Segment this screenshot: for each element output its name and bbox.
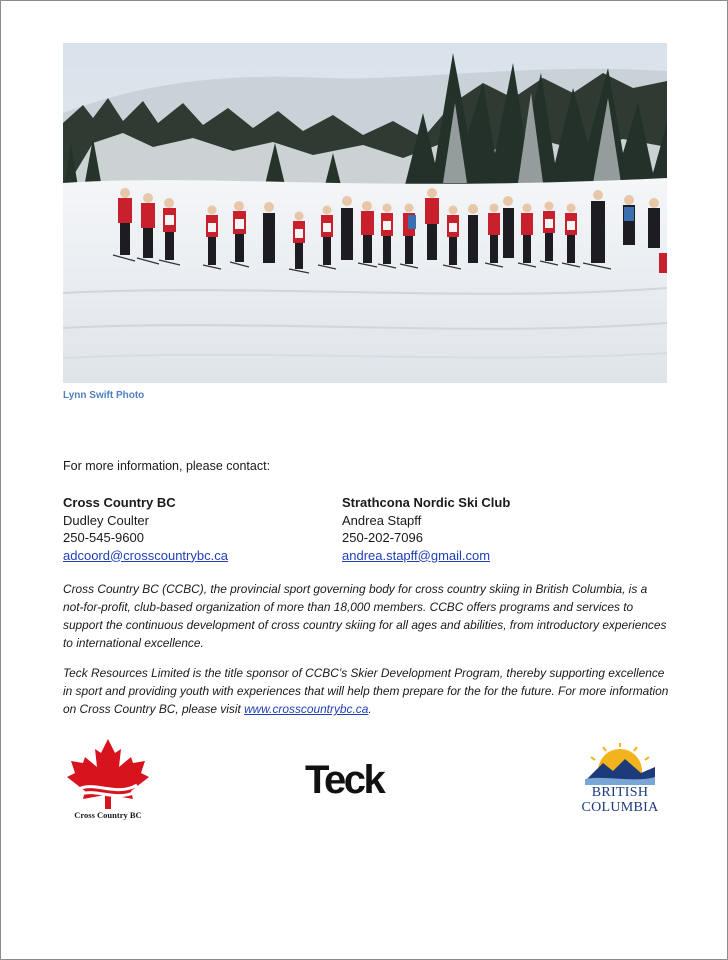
ccbc-logo [65, 737, 151, 823]
sponsor-text-end: . [368, 702, 372, 716]
contact-intro: For more information, please contact: [63, 459, 271, 473]
sponsor-paragraph [63, 664, 669, 718]
about-ccbc-paragraph: Cross Country BC (CCBC), the provincial sport governing body for cross country skiing in British Columbia, is a not-for-profit, club-based organization of more than 18,000 members. CCBC offers programs and services to support the continuous development of cross country skiing for all ages and abilities, from introductory experiences to international excellence. [63, 582, 667, 650]
contact-block-ccbc [63, 494, 228, 564]
photo-caption: Lynn Swift Photo [63, 390, 145, 401]
british-columbia-logo [575, 741, 665, 821]
bc-logo-line2: COLUMBIA [581, 800, 659, 815]
sponsor-text: Teck Resources Limited is the title sponsor of CCBC’s Skier Development Program, thereby supporting excellence in sport and providing youth with experiences that will help them prepare for the for the future. For more information on Cross Country BC, please visit [63, 666, 669, 716]
contact-name: Dudley Coulter [63, 512, 149, 528]
bc-sunrise-icon [575, 741, 665, 785]
contact-name: Andrea Stapff [342, 512, 422, 528]
contact-email-link[interactable]: adcoord@crosscountrybc.ca [63, 547, 228, 563]
website-link[interactable]: www.crosscountrybc.ca [244, 702, 369, 716]
contact-org: Cross Country BC [63, 495, 176, 510]
bc-logo-line1: BRITISH [591, 785, 649, 800]
contact-phone: 250-202-7096 [342, 530, 423, 545]
photo-illustration [63, 43, 667, 383]
ccbc-logo-text: Cross Country BC [74, 810, 142, 820]
contact-org: Strathcona Nordic Ski Club [342, 495, 511, 510]
teck-logo: Teck [305, 758, 384, 802]
skiers-photo [63, 43, 667, 383]
contact-email-link[interactable]: andrea.stapff@gmail.com [342, 547, 491, 563]
maple-leaf-icon [65, 737, 151, 811]
bc-logo-text [575, 785, 665, 815]
contact-block-strathcona [342, 494, 510, 564]
contact-phone: 250-545-9600 [63, 530, 144, 545]
